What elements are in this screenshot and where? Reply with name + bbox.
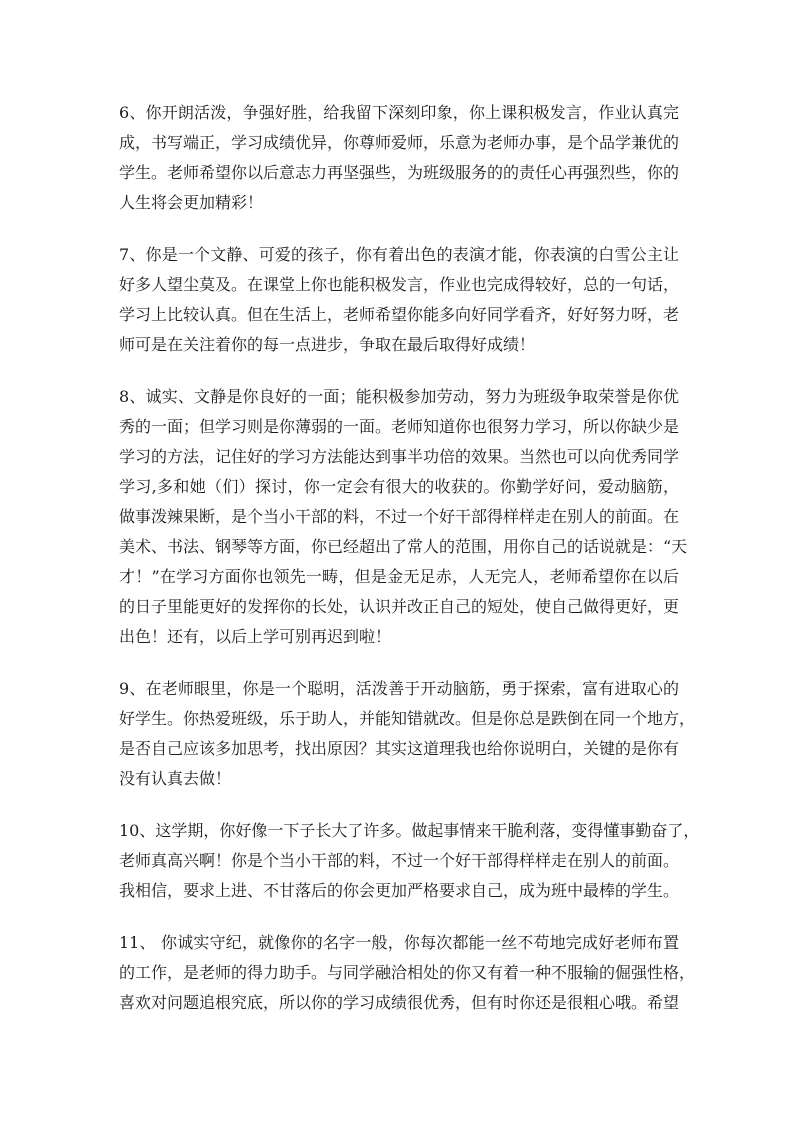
text-line: 师可是在关注着你的每一点进步，争取在最后取得好成绩！: [119, 335, 536, 354]
text-line: 秀的一面；但学习则是你薄弱的一面。老师知道你也很努力学习，所以你缺少是: [119, 417, 680, 436]
text-line: 的工作，是老师的得力助手。与同学融洽相处的你又有着一种不服输的倔强性格，: [119, 963, 696, 982]
text-line: 老师真高兴啊！你是个当小干部的料，不过一个好干部得样样走在别人的前面。: [119, 851, 680, 870]
paragraph-8: [119, 382, 688, 652]
paragraph-7: [119, 240, 679, 360]
paragraph-6: [119, 98, 679, 218]
text-line: 9、在老师眼里，你是一个聪明，活泼善于开动脑筋，勇于探索，富有进取心的: [119, 679, 679, 698]
text-line: 我相信，要求上进、不甘落后的你会更加严格要求自己，成为班中最棒的学生。: [119, 881, 680, 900]
text-line: 8、诚实、文静是你良好的一面；能积极参加劳动，努力为班级争取荣誉是你优: [119, 387, 679, 406]
text-line: 没有认真去做！: [119, 769, 232, 788]
text-line: 做事泼辣果断，是个当小干部的料，不过一个好干部得样样走在别人的前面。在: [119, 507, 680, 526]
text-line: 是否自己应该多加思考，找出原因？其实这道理我也给你说明白，关键的是你有: [119, 739, 680, 758]
text-line: 学生。老师希望你以后意志力再坚强些，为班级服务的的责任心再强烈些，你的: [119, 163, 680, 182]
text-line: 6、你开朗活泼，争强好胜，给我留下深刻印象，你上课积极发言，作业认真完: [119, 103, 679, 122]
paragraph-9: [119, 674, 696, 794]
text-line: 才！”在学习方面你也领先一畴，但是金无足赤，人无完人，老师希望你在以后: [119, 567, 679, 586]
text-line: 学习的方法，记住好的学习方法能达到事半功倍的效果。当然也可以向优秀同学: [119, 447, 680, 466]
text-line: 11、 你诚实守纪，就像你的名字一般，你每次都能一丝不苟地完成好老师布置: [119, 933, 679, 952]
text-line: 成，书写端正，学习成绩优异，你尊师爱师，乐意为老师办事，是个品学兼优的: [119, 133, 680, 152]
text-line: 人生将会更加精彩！: [119, 193, 264, 212]
text-line: 出色！还有，以后上学可别再迟到啦！: [119, 627, 392, 646]
document-page: [119, 98, 700, 1040]
text-line: 7、你是一个文静、可爱的孩子，你有着出色的表演才能，你表演的白雪公主让: [119, 245, 679, 264]
text-line: 好学生。你热爱班级，乐于助人，并能知错就改。但是你总是跌倒在同一个地方，: [119, 709, 696, 728]
paragraph-11: [119, 928, 696, 1018]
text-line: 学习上比较认真。但在生活上，老师希望你能多向好同学看齐，好好努力呀，老: [119, 305, 680, 324]
text-line: 10、这学期，你好像一下子长大了许多。做起事情来干脆利落，变得懂事勤奋了，: [119, 821, 700, 840]
text-line: 喜欢对问题追根究底，所以你的学习成绩很优秀，但有时你还是很粗心哦。希望: [119, 993, 680, 1012]
paragraph-10: [119, 816, 700, 906]
text-line: 的日子里能更好的发挥你的长处，认识并改正自己的短处，使自己做得更好，更: [119, 597, 680, 616]
text-line: 好多人望尘莫及。在课堂上你也能积极发言，作业也完成得较好，总的一句话，: [119, 275, 680, 294]
text-line: 美术、书法、钢琴等方面，你已经超出了常人的范围，用你自己的话说就是：“天: [119, 537, 688, 556]
text-line: 学习,多和她（们）探讨，你一定会有很大的收获的。你勤学好问，爱动脑筋，: [119, 477, 679, 496]
